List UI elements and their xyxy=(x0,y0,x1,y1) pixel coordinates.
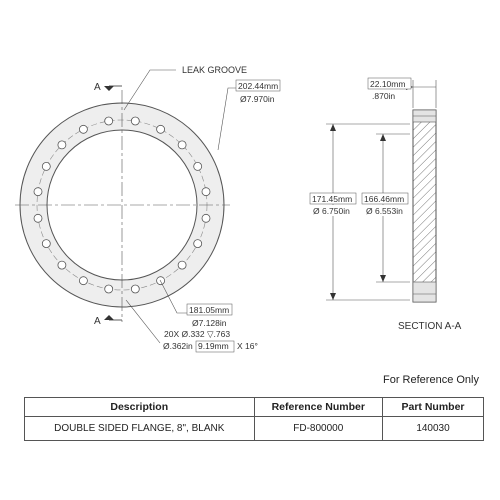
bolt-hole xyxy=(42,162,50,170)
bore-diameter-in: Ø7.128in xyxy=(192,318,227,328)
cell-reference-number: FD-800000 xyxy=(254,417,383,441)
bore-diameter-mm: 181.05mm xyxy=(189,305,230,315)
bolt-hole xyxy=(79,277,87,285)
bolt-hole xyxy=(178,141,186,149)
parts-table xyxy=(24,397,484,441)
header-reference-number: Reference Number xyxy=(254,398,383,417)
section-view xyxy=(413,110,436,302)
section-arrow-top xyxy=(104,86,114,91)
section-label-bottom: A xyxy=(94,316,101,327)
section-title: SECTION A-A xyxy=(398,321,462,332)
bolt-hole xyxy=(34,214,42,222)
bolt-hole xyxy=(202,188,210,196)
cell-description: DOUBLE SIDED FLANGE, 8", BLANK xyxy=(25,417,255,441)
hole-callout-line2c: X 16° xyxy=(237,341,258,351)
leak-groove-label: LEAK GROOVE xyxy=(182,65,248,75)
thickness-mm: 22.10mm xyxy=(370,79,406,89)
header-part-number: Part Number xyxy=(383,398,484,417)
table-row xyxy=(25,417,484,441)
hole-callout-line1: 20X Ø.332 ▽.763 xyxy=(164,329,231,339)
dimension-arrowheads xyxy=(330,84,413,300)
groove-diameter-in: Ø7.970in xyxy=(240,94,275,104)
bolt-hole xyxy=(58,261,66,269)
section-body xyxy=(413,110,436,302)
bolt-hole xyxy=(34,188,42,196)
thickness-in: .870in xyxy=(372,91,396,101)
od-in: Ø 6.750in xyxy=(313,206,350,216)
bolt-hole xyxy=(105,285,113,293)
bolt-hole xyxy=(131,285,139,293)
header-description: Description xyxy=(25,398,255,417)
hole-callout-line2a: Ø.362in xyxy=(163,341,193,351)
groove-diameter-mm: 202.44mm xyxy=(238,81,279,91)
bolt-hole xyxy=(178,261,186,269)
id-mm: 166.46mm xyxy=(364,194,405,204)
bolt-hole xyxy=(157,125,165,133)
bolt-hole xyxy=(194,162,202,170)
bolt-hole xyxy=(79,125,87,133)
flange-front-view xyxy=(15,82,230,327)
cell-part-number: 140030 xyxy=(383,417,484,441)
bolt-hole xyxy=(58,141,66,149)
section-label-top: A xyxy=(94,82,101,93)
bolt-hole xyxy=(194,240,202,248)
id-in: Ø 6.553in xyxy=(366,206,403,216)
hole-callout-line2b: 9.19mm xyxy=(198,341,229,351)
bolt-hole xyxy=(42,240,50,248)
section-groove-bottom xyxy=(413,282,436,302)
bolt-hole xyxy=(131,117,139,125)
od-mm: 171.45mm xyxy=(312,194,353,204)
section-arrow-bottom xyxy=(104,315,114,320)
bolt-hole xyxy=(202,214,210,222)
reference-note: For Reference Only xyxy=(383,374,479,386)
bolt-hole xyxy=(105,117,113,125)
